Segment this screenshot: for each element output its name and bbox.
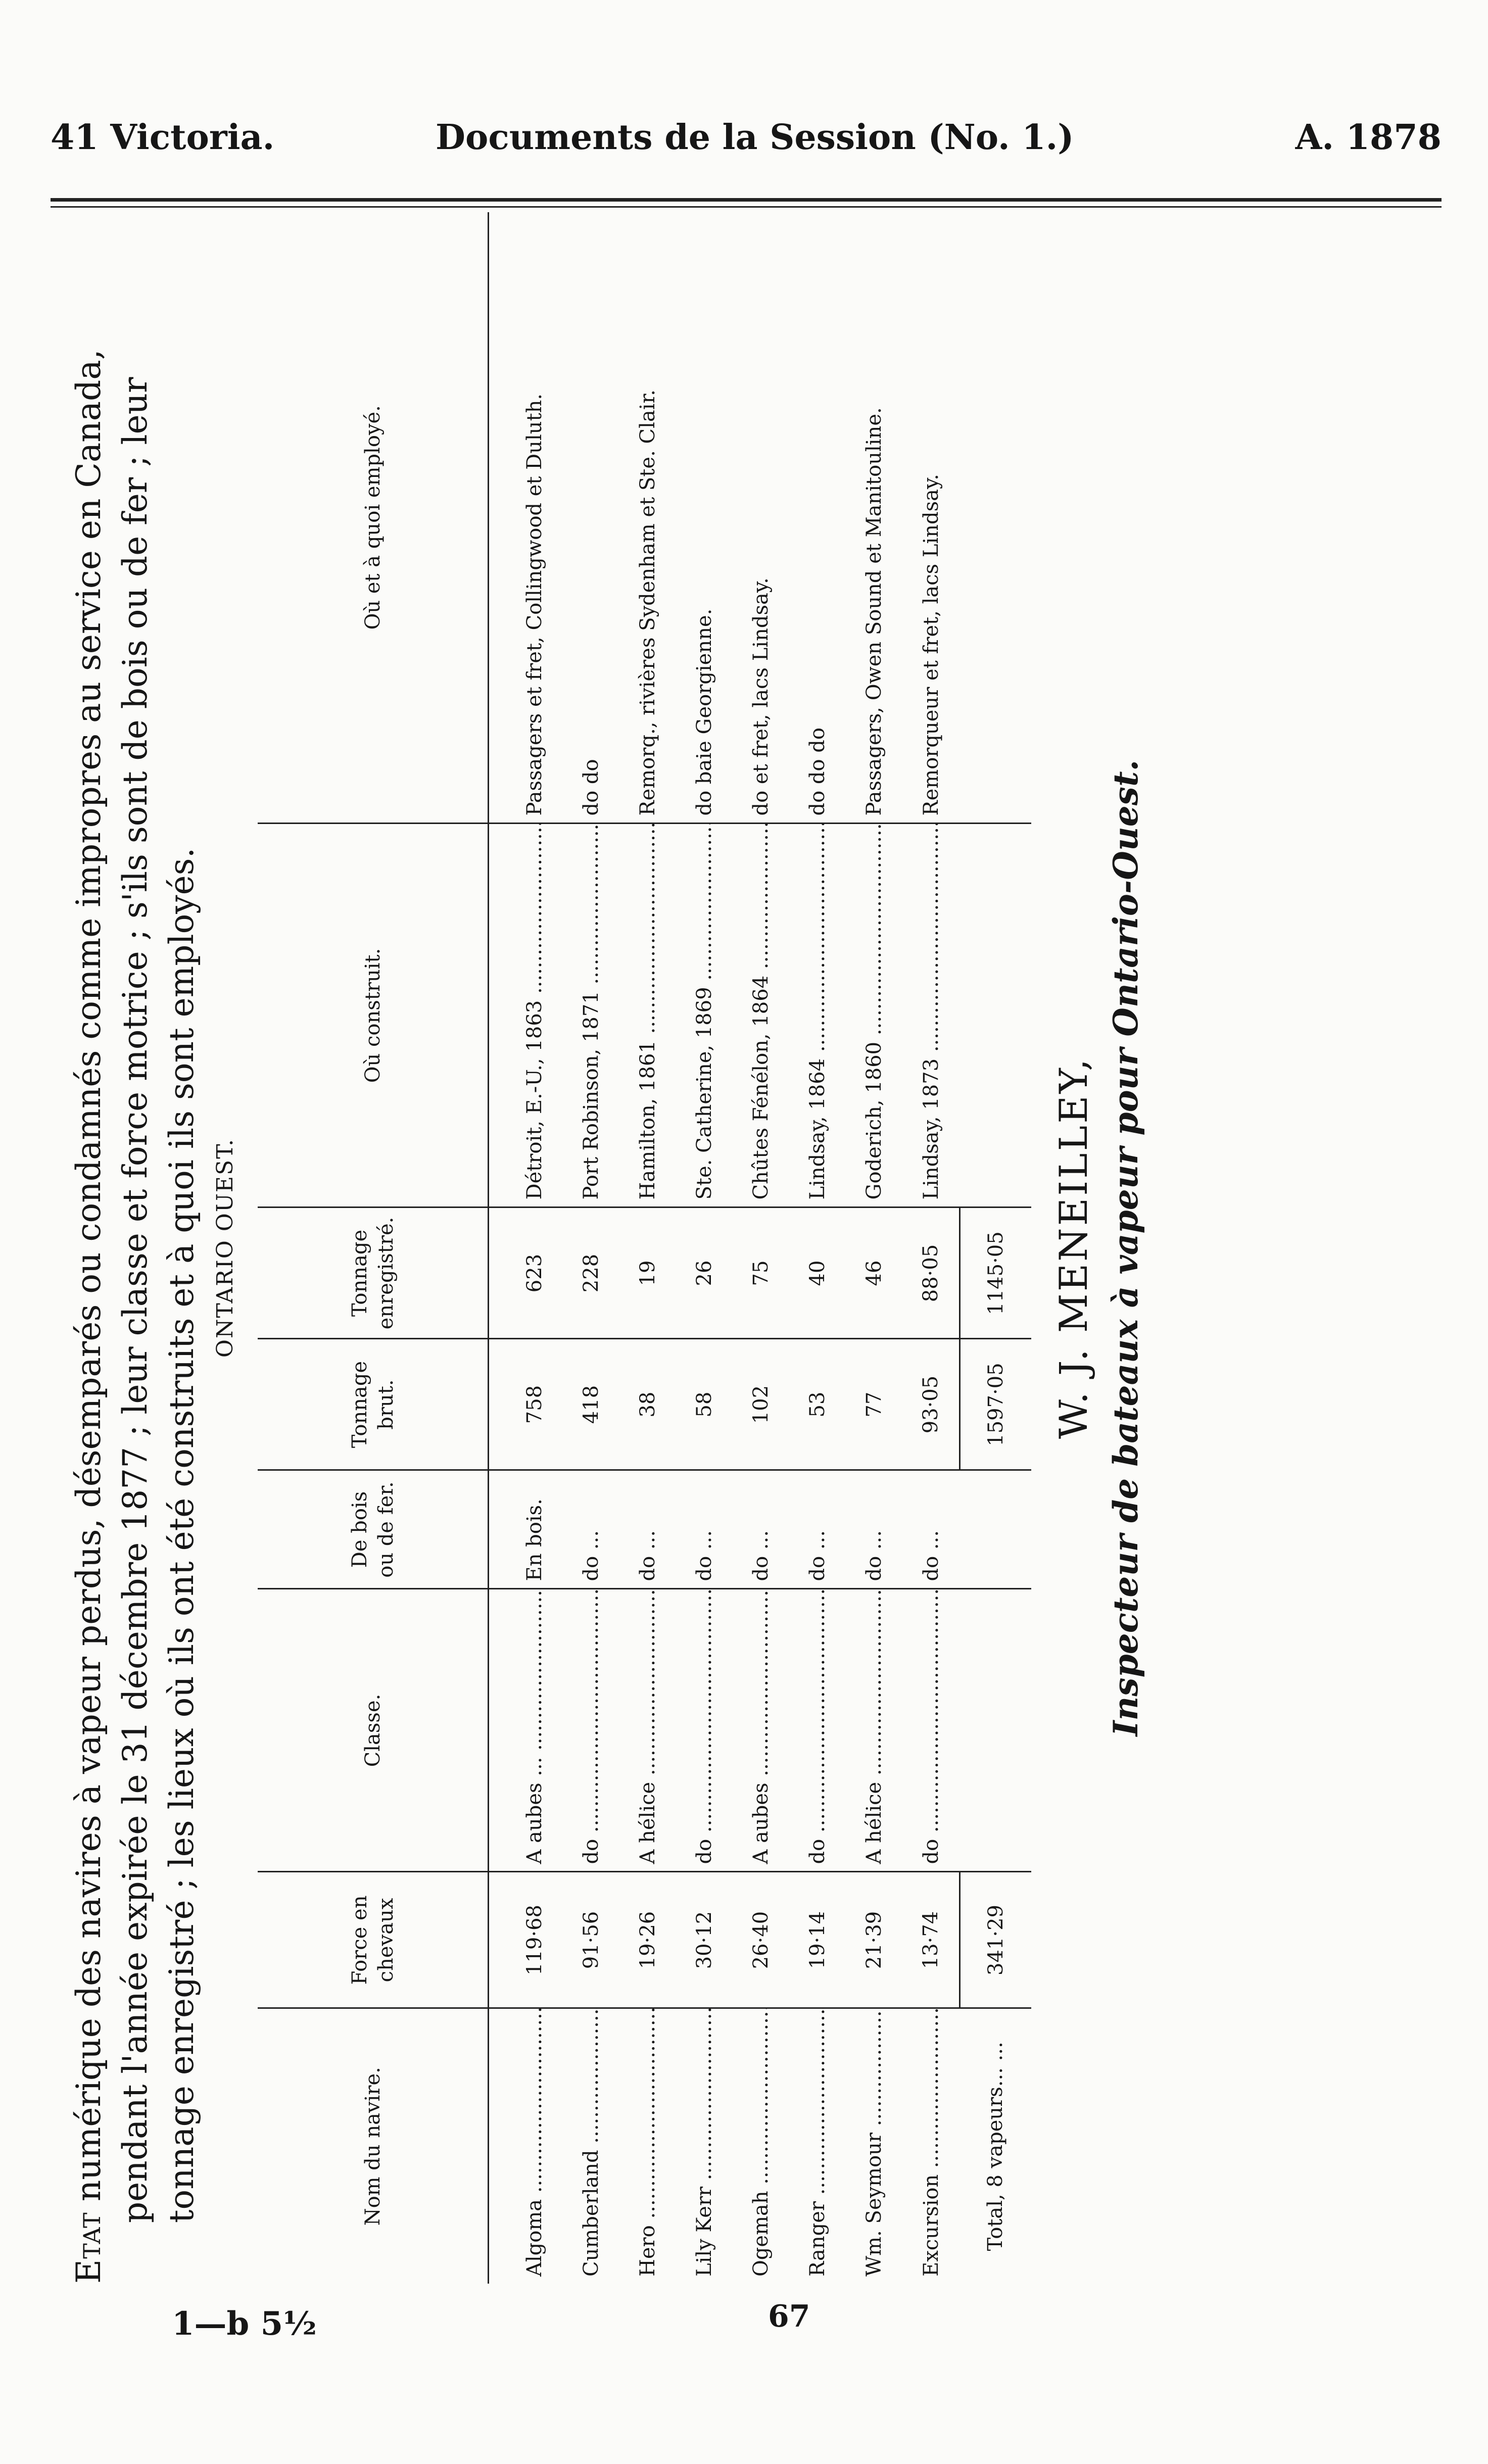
cell-employe: Passagers, Owen Sound et Manitouline.: [862, 407, 886, 816]
cell-construit: Lindsay, 1873 .....: [902, 824, 960, 1207]
cell-name: Lily Kerr .....: [676, 2008, 733, 2284]
cell-bois-fer: do ...: [789, 1470, 846, 1589]
total-force: 341·29: [960, 1872, 1032, 2008]
header-rule-thick: [51, 198, 1442, 202]
table-row: [846, 212, 902, 2284]
col-header-bois-fer: De bois ou de fer.: [258, 1470, 489, 1589]
cell-brut: 58: [676, 1339, 733, 1470]
running-head-year: A. 1878: [1295, 117, 1442, 158]
cell-classe: A hélice .....: [846, 1589, 902, 1872]
total-brut: 1597·05: [960, 1339, 1032, 1470]
cell-brut: 102: [733, 1339, 789, 1470]
cell-classe: do .....: [902, 1589, 960, 1872]
cell-bois-fer: En bois.: [489, 1470, 563, 1589]
cell-construit: Goderich, 1860 .....: [846, 824, 902, 1207]
cell-enregistre: 46: [846, 1207, 902, 1339]
cell-construit: Ste. Catherine, 1869 .....: [676, 824, 733, 1207]
caption-lead: Etat: [69, 2212, 108, 2284]
cell-name: Hero .....: [619, 2008, 676, 2284]
cell-name: Algoma .....: [489, 2008, 563, 2284]
signatory-name: W. J. MENEILLEY,: [1051, 1056, 1096, 1439]
running-head-title: Documents de la Session (No. 1.): [436, 117, 1074, 158]
cell-bois-fer: do ...: [902, 1470, 960, 1589]
signatory-role: Inspecteur de bateaux à vapeur pour Ontario-Ouest.: [1106, 759, 1145, 1736]
cell-force: 19·14: [789, 1872, 846, 2008]
cell-name: Excursion .....: [902, 2008, 960, 2284]
cell-bois-fer: do ...: [846, 1470, 902, 1589]
cell-enregistre: 19: [619, 1207, 676, 1339]
total-row: [960, 212, 1032, 2284]
table-row: [676, 212, 733, 2284]
table-row: [789, 212, 846, 2284]
cell-construit: Chûtes Fénélon, 1864 .....: [733, 824, 789, 1207]
vessel-table-wrap: [258, 212, 1031, 2284]
cell-construit: Hamilton, 1861 .....: [619, 824, 676, 1207]
cell-force: 119·68: [489, 1872, 563, 2008]
table-row: [733, 212, 789, 2284]
cell-name: Cumberland .....: [563, 2008, 619, 2284]
cell-employe: Remorqueur et fret, lacs Lindsay.: [919, 473, 943, 816]
cell-force: 13·74: [902, 1872, 960, 2008]
cell-classe: A hélice .....: [619, 1589, 676, 1872]
caption-line-1: numérique des navires à vapeur perdus, désemparés ou condamnés comme impropres au service en Canada,: [69, 349, 108, 2202]
col-header-employe: Où et à quoi employé.: [258, 212, 489, 824]
cell-name: Ranger .....: [789, 2008, 846, 2284]
cell-brut: 418: [563, 1339, 619, 1470]
cell-classe: do .....: [563, 1589, 619, 1872]
cell-enregistre: 75: [733, 1207, 789, 1339]
cell-force: 26·40: [733, 1872, 789, 2008]
cell-employe: do et fret, lacs Lindsay.: [749, 577, 773, 816]
table-row: [563, 212, 619, 2284]
page-number: 67: [768, 2299, 810, 2334]
col-header-tonnage-enregistre: Tonnage enregistré.: [258, 1207, 489, 1339]
cell-force: 91·56: [563, 1872, 619, 2008]
vessel-table: [258, 212, 1031, 2284]
cell-bois-fer: do ...: [619, 1470, 676, 1589]
cell-brut: 53: [789, 1339, 846, 1470]
cell-force: 30·12: [676, 1872, 733, 2008]
cell-enregistre: 88·05: [902, 1207, 960, 1339]
col-header-classe: Classe.: [258, 1589, 489, 1872]
table-row: [902, 212, 960, 2284]
header-rule-thin: [51, 206, 1442, 208]
caption-line-3: tonnage enregistré ; les lieux où ils ont été construits et à quoi ils sont employés.: [162, 847, 201, 2223]
cell-brut: 758: [489, 1339, 563, 1470]
cell-bois-fer: do ...: [563, 1470, 619, 1589]
signature-block: [1051, 212, 1145, 2284]
cell-construit: Lindsay, 1864 .....: [789, 824, 846, 1207]
cell-enregistre: 40: [789, 1207, 846, 1339]
cell-force: 21·39: [846, 1872, 902, 2008]
table-header-row: [258, 212, 489, 2284]
cell-brut: 77: [846, 1339, 902, 1470]
cell-name: Ogemah .....: [733, 2008, 789, 2284]
rotated-table-block: [66, 212, 1359, 2284]
running-head-volume: 41 Victoria.: [51, 117, 275, 158]
cell-construit: Port Robinson, 1871 .....: [563, 824, 619, 1207]
signature-mark: 1—b 5½: [172, 2305, 317, 2343]
cell-employe: Passagers et fret, Collingwood et Duluth.: [523, 393, 546, 816]
caption-line-2: pendant l'année expirée le 31 décembre 1877 ; leur classe et force motrice ; s'ils sont de bois ou de fer ; leur: [116, 377, 155, 2223]
cell-bois-fer: do ...: [676, 1470, 733, 1589]
region-heading: ONTARIO OUEST.: [212, 1138, 238, 1358]
total-enregistre: 1145·05: [960, 1207, 1032, 1339]
cell-bois-fer: do ...: [733, 1470, 789, 1589]
cell-brut: 93·05: [902, 1339, 960, 1470]
table-row: [619, 212, 676, 2284]
table-caption: [66, 212, 205, 2284]
cell-brut: 38: [619, 1339, 676, 1470]
col-header-construit: Où construit.: [258, 824, 489, 1207]
cell-enregistre: 623: [489, 1207, 563, 1339]
cell-classe: A aubes .....: [733, 1589, 789, 1872]
cell-classe: do .....: [676, 1589, 733, 1872]
cell-employe: do baie Georgienne.: [693, 608, 716, 816]
cell-enregistre: 228: [563, 1207, 619, 1339]
cell-force: 19·26: [619, 1872, 676, 2008]
total-label: Total, 8 vapeurs... ...: [960, 2008, 1032, 2284]
cell-enregistre: 26: [676, 1207, 733, 1339]
col-header-name: Nom du navire.: [258, 2008, 489, 2284]
cell-classe: A aubes ... .....: [489, 1589, 563, 1872]
cell-construit: Détroit, E.-U., 1863 .....: [489, 824, 563, 1207]
cell-employe: Remorq., rivières Sydenham et Ste. Clair.: [636, 390, 659, 816]
table-row: [489, 212, 563, 2284]
cell-employe: do do: [580, 759, 603, 816]
cell-employe: do do do: [806, 728, 829, 816]
cell-name: Wm. Seymour .....: [846, 2008, 902, 2284]
col-header-tonnage-brut: Tonnage brut.: [258, 1339, 489, 1470]
col-header-force: Force en chevaux: [258, 1872, 489, 2008]
cell-classe: do .....: [789, 1589, 846, 1872]
